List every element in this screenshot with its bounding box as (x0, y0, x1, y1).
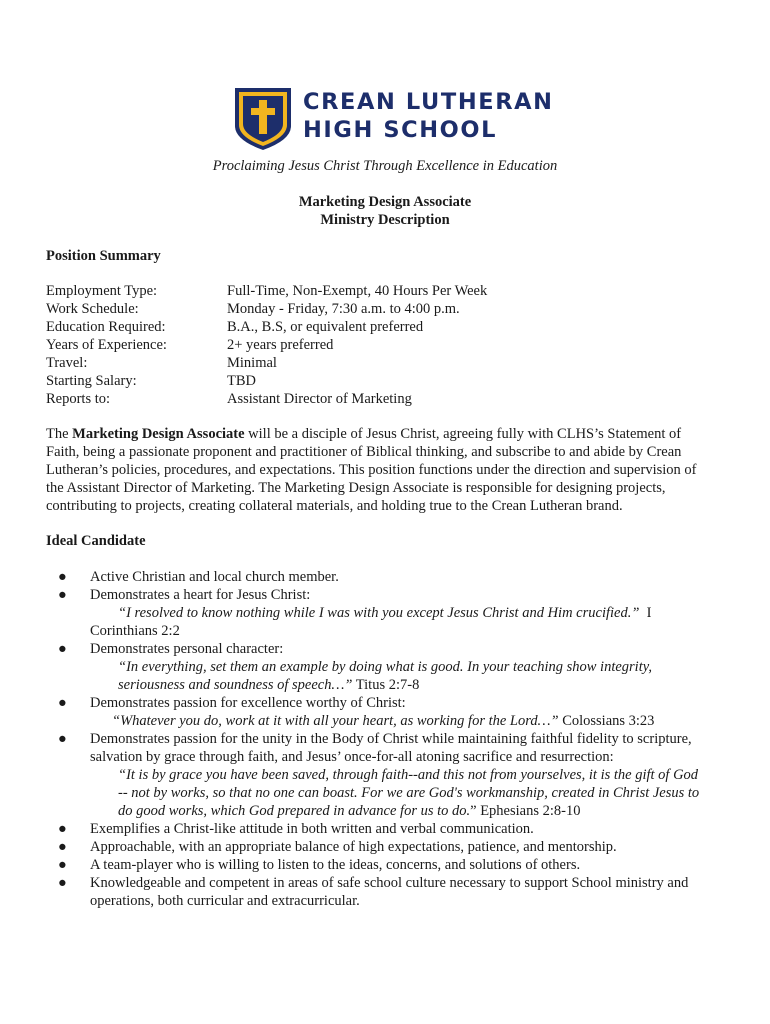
list-item-text: Demonstrates a heart for Jesus Christ: (90, 587, 311, 603)
intro-bold-title: Marketing Design Associate (72, 426, 245, 442)
quote-text: “It is by grace you have been saved, through faith--and this not from yourselves, it is the gift of God (118, 767, 699, 783)
quote-reference: Colossians 3:23 (558, 713, 655, 729)
quote-text: “Whatever you do, work at it with all your heart, as working for the Lord…” (112, 713, 559, 729)
quote-reference: Titus 2:7-8 (352, 677, 420, 693)
list-item-text: Exemplifies a Christ-like attitude in both written and verbal communication. (90, 821, 534, 837)
list-item-text: A team-player who is willing to listen to the ideas, concerns, and solutions of others. (90, 857, 581, 873)
summary-value: TBD (227, 373, 256, 389)
summary-label: Employment Type: (46, 283, 158, 299)
bullet-icon: ● (58, 587, 67, 603)
list-item-text: Active Christian and local church member. (90, 569, 339, 585)
scripture-quote (112, 712, 654, 730)
summary-label: Years of Experience: (46, 337, 167, 353)
scripture-quote (118, 604, 652, 622)
ideal-candidate-heading: Ideal Candidate (46, 533, 146, 549)
list-item-text-cont: salvation by grace through faith, and Jesus’ once-for-all atoning sacrifice and resurrection: (90, 749, 614, 765)
quote-text: -- not by works, so that no one can boast. For we are God's workmanship, created in Christ Jesus to (118, 785, 700, 801)
quote-text: do good works, which God prepared in advance for us to do. (118, 803, 471, 819)
intro-lead: The (46, 426, 73, 442)
quote-reference: I (639, 605, 652, 621)
school-name (303, 88, 554, 144)
list-item-text: Demonstrates passion for excellence worthy of Christ: (90, 695, 406, 711)
summary-label: Reports to: (46, 391, 111, 407)
intro-line2: Faith, being a passionate proponent and practitioner of Biblical thinking, and subscribe to and abide by Crean (46, 444, 682, 460)
intro-paragraph (46, 425, 736, 515)
quote-reference-cont: Corinthians 2:2 (90, 623, 180, 639)
intro-line1: will be a disciple of Jesus Christ, agreeing fully with CLHS’s Statement of (244, 426, 682, 442)
bullet-icon: ● (58, 731, 67, 747)
summary-label: Education Required: (46, 319, 166, 335)
position-summary-heading: Position Summary (46, 248, 161, 264)
intro-line4: the Assistant Director of Marketing. The Marketing Design Associate is responsible for designing projects, (46, 480, 666, 496)
school-name-line2: HIGH SCHOOL (303, 117, 498, 143)
summary-label: Work Schedule: (46, 301, 139, 317)
bullet-icon: ● (58, 857, 67, 873)
scripture-quote (118, 676, 419, 694)
school-name-line1: CREAN LUTHERAN (303, 89, 554, 115)
document-title: Marketing Design Associate (298, 194, 472, 210)
summary-value: B.A., B.S, or equivalent preferred (227, 319, 424, 335)
intro-line5: contributing to projects, creating collateral materials, and holding true to the Crean Lutheran brand. (46, 498, 623, 514)
list-item-text: Demonstrates personal character: (90, 641, 284, 657)
school-logo (233, 86, 553, 152)
bullet-icon: ● (58, 839, 67, 855)
bullet-icon: ● (58, 641, 67, 657)
list-item-text: Approachable, with an appropriate balance of high expectations, patience, and mentorship. (90, 839, 617, 855)
scripture-quote (118, 802, 580, 820)
quote-reference: ” Ephesians 2:8-10 (470, 803, 581, 819)
quote-text: “In everything, set them an example by doing what is good. In your teaching show integrity, (118, 659, 653, 675)
bullet-icon: ● (58, 875, 67, 891)
shield-cross-icon (233, 86, 293, 152)
list-item-text: Knowledgeable and competent in areas of safe school culture necessary to support School ministry and (90, 875, 689, 891)
quote-text: seriousness and soundness of speech…” (118, 677, 353, 693)
summary-label: Starting Salary: (46, 373, 137, 389)
summary-value: Minimal (227, 355, 277, 371)
summary-label: Travel: (46, 355, 88, 371)
list-item-text-cont: operations, both curricular and extracurricular. (90, 893, 360, 909)
tagline: Proclaiming Jesus Christ Through Excellence in Education (212, 158, 558, 174)
document-subtitle: Ministry Description (320, 212, 450, 228)
bullet-icon: ● (58, 695, 67, 711)
summary-value: Monday - Friday, 7:30 a.m. to 4:00 p.m. (227, 301, 460, 317)
intro-line3: Lutheran’s policies, procedures, and expectations. This position functions under the direction and supervision of (46, 462, 697, 478)
bullet-icon: ● (58, 569, 67, 585)
quote-text: “I resolved to know nothing while I was with you except Jesus Christ and Him crucified.” (118, 605, 640, 621)
summary-value: Full-Time, Non-Exempt, 40 Hours Per Week (227, 283, 488, 299)
bullet-icon: ● (58, 821, 67, 837)
summary-value: 2+ years preferred (227, 337, 334, 353)
list-item-text: Demonstrates passion for the unity in the Body of Christ while maintaining faithful fidelity to scripture, (90, 731, 692, 747)
summary-value: Assistant Director of Marketing (227, 391, 412, 407)
